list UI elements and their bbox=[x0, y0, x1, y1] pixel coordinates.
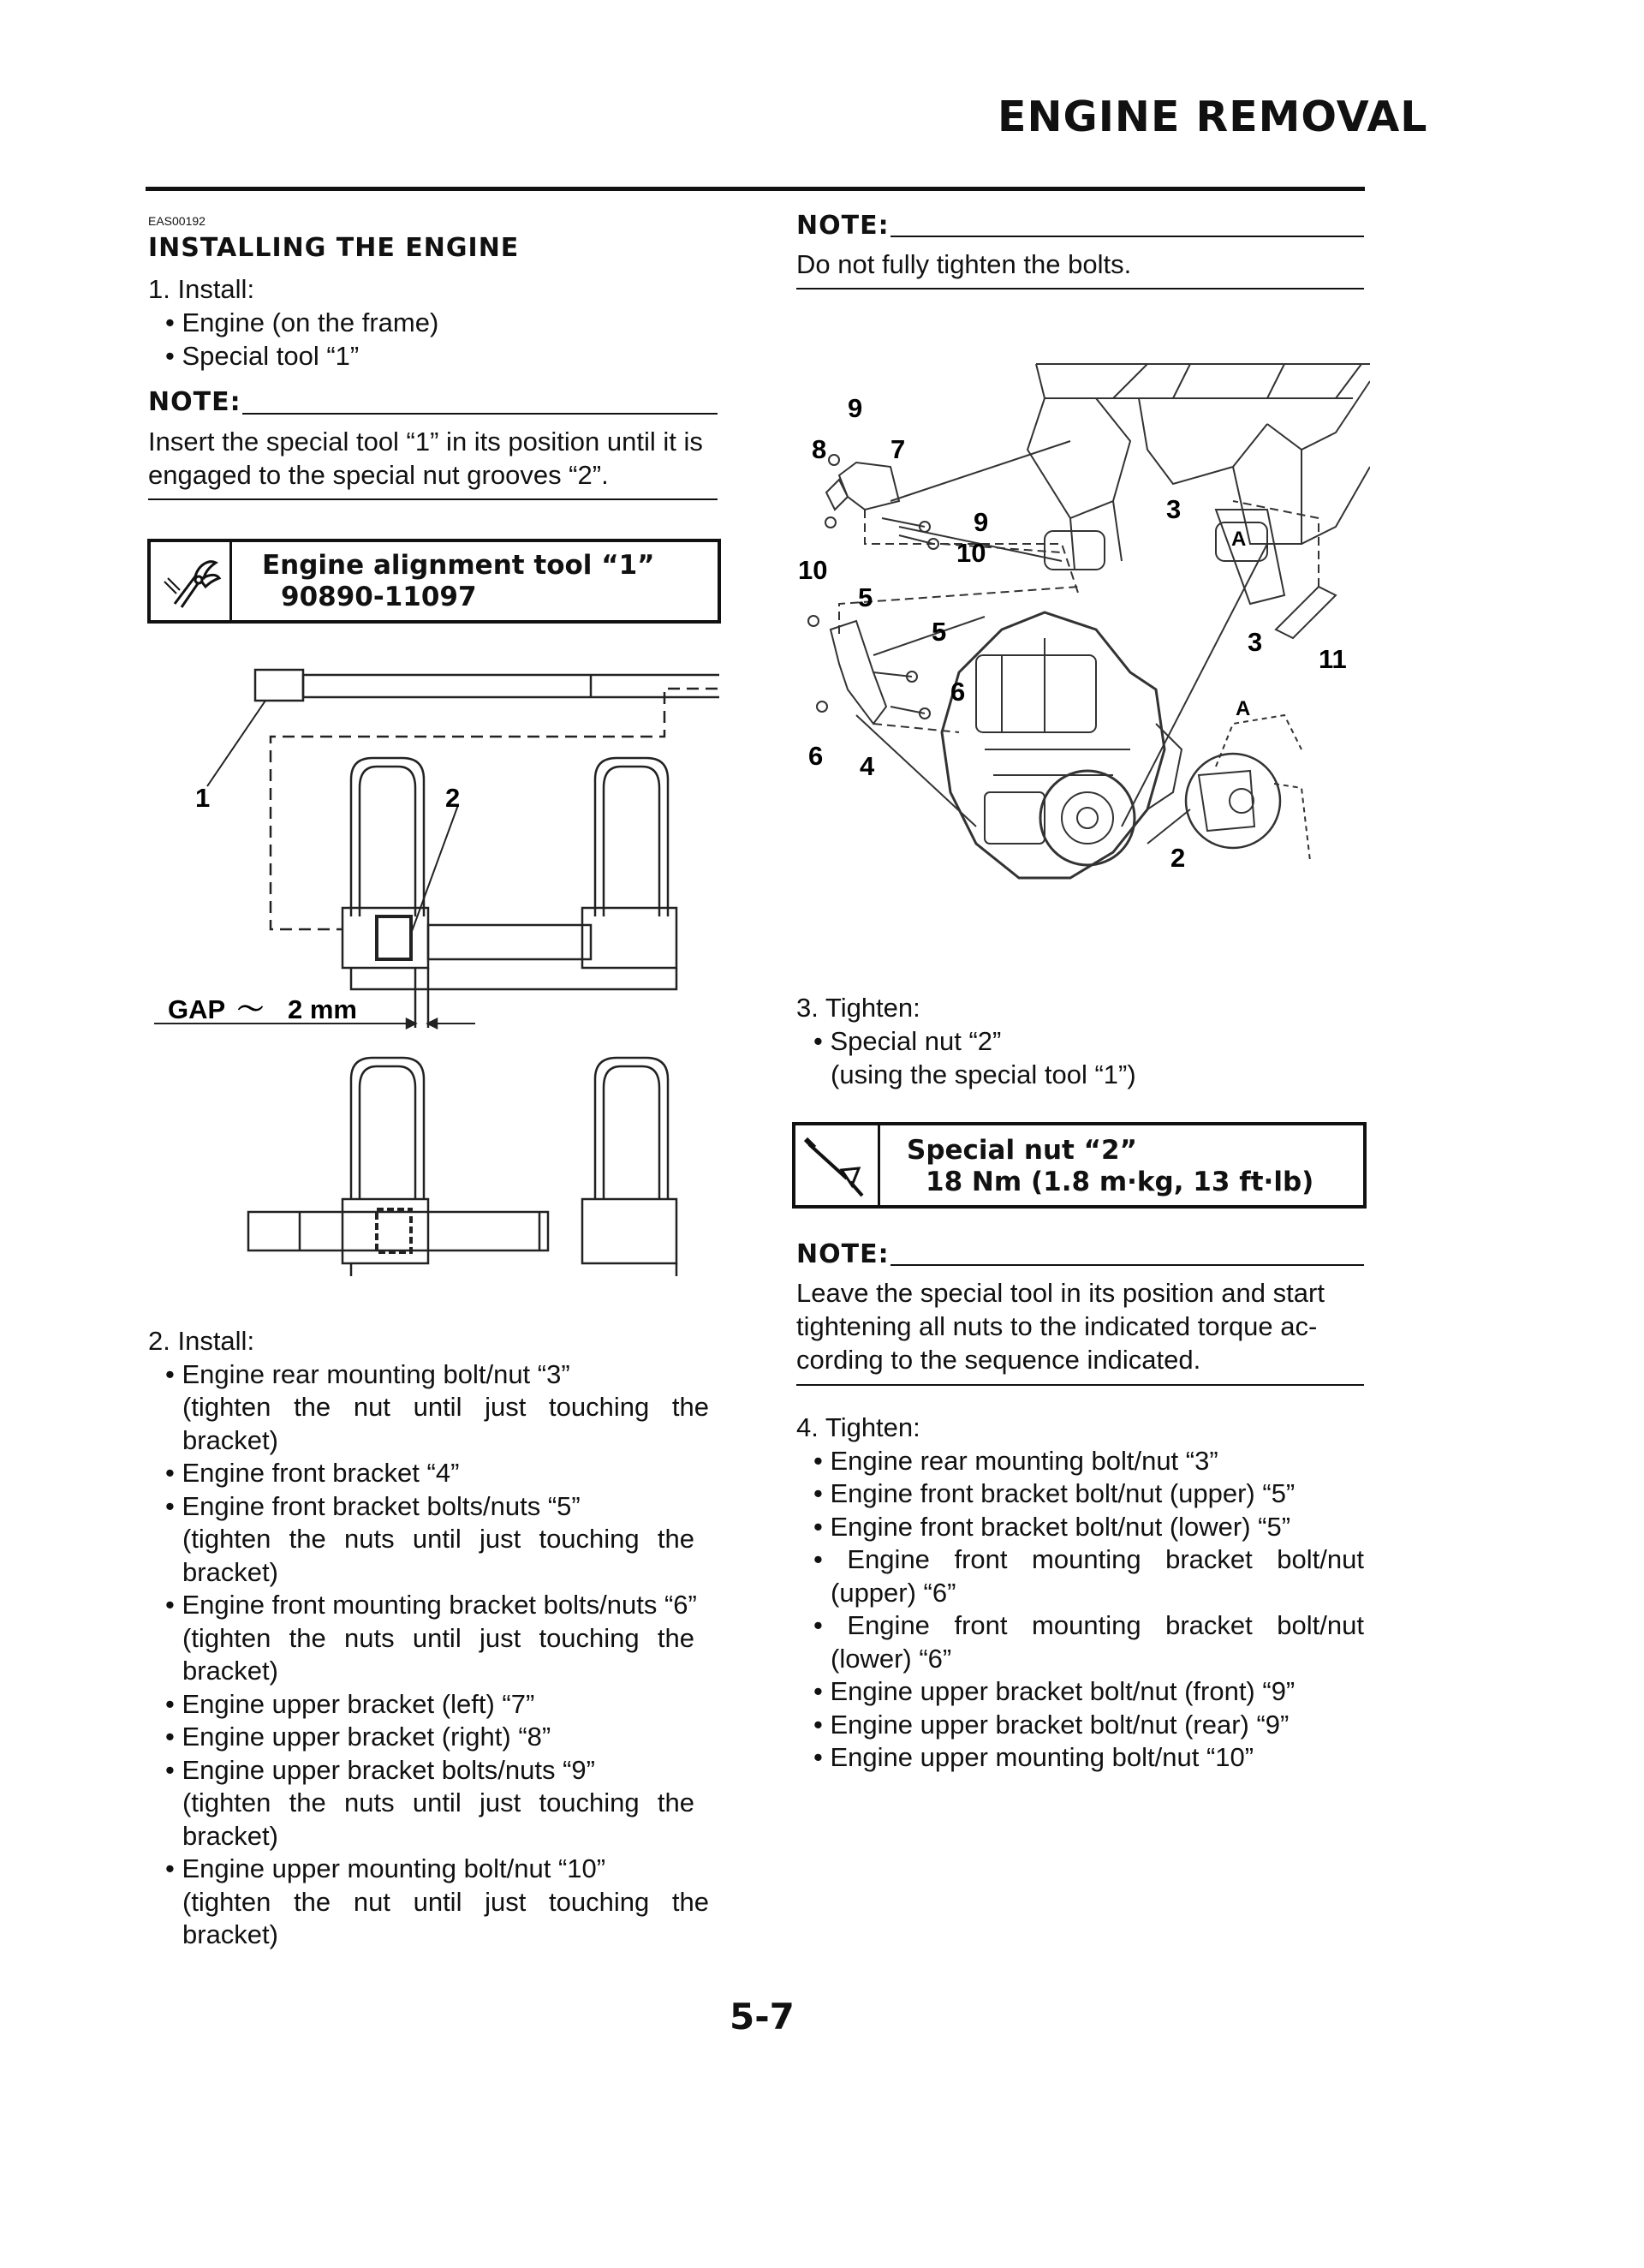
list-item: • Engine front mounting bracket bolt/nut bbox=[813, 1610, 1364, 1640]
note-line: engaged to the special nut grooves “2”. bbox=[148, 460, 609, 490]
step2-title: 2. Install: bbox=[148, 1326, 255, 1356]
list-subtext: (tighten the nuts until just touching the bbox=[182, 1622, 694, 1653]
note-rule bbox=[796, 288, 1364, 289]
pliers-tool-icon bbox=[156, 547, 224, 616]
figure-callout: 5 bbox=[858, 582, 873, 612]
figure-callout: 5 bbox=[932, 617, 947, 647]
list-item: • Engine upper bracket bolt/nut (rear) “9” bbox=[813, 1709, 1290, 1740]
figure-callout: 8 bbox=[812, 434, 827, 464]
step3-title: 3. Tighten: bbox=[796, 993, 920, 1023]
list-item: • Engine front mounting bracket bolts/nuts “6” bbox=[165, 1590, 697, 1620]
list-subtext: (upper) “6” bbox=[831, 1577, 956, 1608]
note-underline bbox=[242, 413, 718, 415]
list-subtext: (tighten the nuts until just touching the bbox=[182, 1788, 694, 1817]
tool-name: Engine alignment tool “1” bbox=[262, 550, 655, 581]
section-code: EAS00192 bbox=[148, 214, 206, 228]
special-tool-box bbox=[147, 539, 721, 624]
note-rule bbox=[796, 1384, 1364, 1386]
tool-shaft bbox=[303, 675, 719, 697]
note-underline bbox=[890, 1264, 1364, 1266]
header-rule bbox=[146, 187, 1365, 191]
note-line: tightening all nuts to the indicated torque ac- bbox=[796, 1311, 1318, 1341]
note-underline bbox=[890, 236, 1364, 237]
list-item: • Engine upper bracket (left) “7” bbox=[165, 1688, 535, 1719]
page-number: 5-7 bbox=[730, 1996, 795, 2038]
list-item: • Engine front mounting bracket bolt/nut bbox=[813, 1544, 1364, 1574]
callout-1: 1 bbox=[195, 783, 211, 813]
step1-title: 1. Install: bbox=[148, 274, 255, 304]
list-subtext: (tighten the nuts until just touching the bbox=[182, 1524, 694, 1554]
list-subtext: bracket) bbox=[182, 1424, 278, 1455]
figure-callout: 11 bbox=[1319, 644, 1347, 674]
list-item: • Engine upper mounting bolt/nut “10” bbox=[813, 1742, 1254, 1772]
list-item: • Engine upper mounting bolt/nut “10” bbox=[165, 1853, 606, 1883]
step3-subtext: (using the special tool “1”) bbox=[831, 1059, 1136, 1089]
list-item: • Engine front bracket bolt/nut (lower) “5” bbox=[813, 1511, 1291, 1542]
figure-callout: 3 bbox=[1166, 494, 1182, 524]
figure-callout: 6 bbox=[808, 741, 824, 771]
step3-item: • Special nut “2” bbox=[813, 1026, 1002, 1056]
torque-value: 18 Nm (1.8 m·kg, 13 ft·lb) bbox=[926, 1167, 1314, 1197]
list-item: • Engine front bracket bolt/nut (upper) “5” bbox=[813, 1478, 1296, 1508]
callout-2: 2 bbox=[445, 783, 461, 813]
list-subtext: (tighten the nut until just touching the bbox=[182, 1886, 709, 1917]
figure-callout: A bbox=[1236, 697, 1251, 720]
list-item: • Engine upper bracket bolts/nuts “9” bbox=[165, 1754, 595, 1785]
step2-list bbox=[148, 1324, 722, 1951]
list-item: • Engine rear mounting bolt/nut “3” bbox=[165, 1358, 570, 1389]
note-line: Insert the special tool “1” in its position until it is bbox=[148, 427, 703, 457]
section-heading: INSTALLING THE ENGINE bbox=[148, 233, 520, 263]
alignment-tool-figure bbox=[146, 651, 719, 1276]
list-subtext: (lower) “6” bbox=[831, 1643, 952, 1674]
list-subtext: (tighten the nut until just touching the bbox=[182, 1392, 709, 1422]
note-rule bbox=[148, 498, 718, 500]
figure-callout: 2 bbox=[1170, 843, 1186, 873]
step4-list bbox=[796, 1411, 1370, 1774]
torque-wrench-icon bbox=[802, 1132, 871, 1201]
gap-value: 2 mm bbox=[288, 994, 357, 1024]
note-text: Do not fully tighten the bolts. bbox=[796, 249, 1132, 279]
list-item: • Engine rear mounting bolt/nut “3” bbox=[813, 1445, 1218, 1476]
box-divider bbox=[878, 1125, 880, 1205]
figure-callout: 3 bbox=[1248, 627, 1263, 657]
step1-item: • Engine (on the frame) bbox=[165, 307, 439, 337]
figure-callout: 10 bbox=[956, 538, 986, 568]
list-subtext: bracket) bbox=[182, 1656, 278, 1686]
gap-label: GAP bbox=[168, 994, 226, 1024]
figure-callout: 9 bbox=[848, 393, 863, 423]
box-divider bbox=[229, 542, 232, 620]
engine-mounting-figure bbox=[788, 347, 1370, 929]
note-line: cording to the sequence indicated. bbox=[796, 1345, 1201, 1375]
list-item: • Engine front bracket “4” bbox=[165, 1458, 460, 1488]
step4-title: 4. Tighten: bbox=[796, 1412, 920, 1442]
figure-callout: 6 bbox=[950, 677, 966, 707]
note-line: Leave the special tool in its position and start bbox=[796, 1278, 1325, 1308]
figure-callout: 7 bbox=[890, 434, 906, 464]
figure-callout: 4 bbox=[860, 751, 875, 781]
tool-number: 90890-11097 bbox=[281, 582, 477, 612]
page-title: ENGINE REMOVAL bbox=[998, 93, 1428, 141]
list-subtext: bracket) bbox=[182, 1919, 278, 1949]
note-label: NOTE: bbox=[796, 1239, 890, 1269]
list-subtext: bracket) bbox=[182, 1556, 278, 1587]
tool-handle bbox=[255, 670, 303, 701]
note-label: NOTE: bbox=[796, 211, 890, 241]
torque-item: Special nut “2” bbox=[907, 1135, 1137, 1166]
figure-callout: 10 bbox=[798, 555, 828, 585]
list-item: • Engine front bracket bolts/nuts “5” bbox=[165, 1490, 581, 1521]
list-item: • Engine upper bracket (right) “8” bbox=[165, 1722, 551, 1752]
note-label: NOTE: bbox=[148, 387, 241, 417]
list-item: • Engine upper bracket bolt/nut (front) “9” bbox=[813, 1676, 1296, 1706]
figure-callout: A bbox=[1231, 528, 1247, 551]
step1-item: • Special tool “1” bbox=[165, 341, 360, 371]
figure-callout: 9 bbox=[974, 507, 989, 537]
gap-symbol: 〜 bbox=[237, 994, 264, 1024]
torque-spec-box bbox=[792, 1122, 1367, 1209]
list-subtext: bracket) bbox=[182, 1820, 278, 1851]
